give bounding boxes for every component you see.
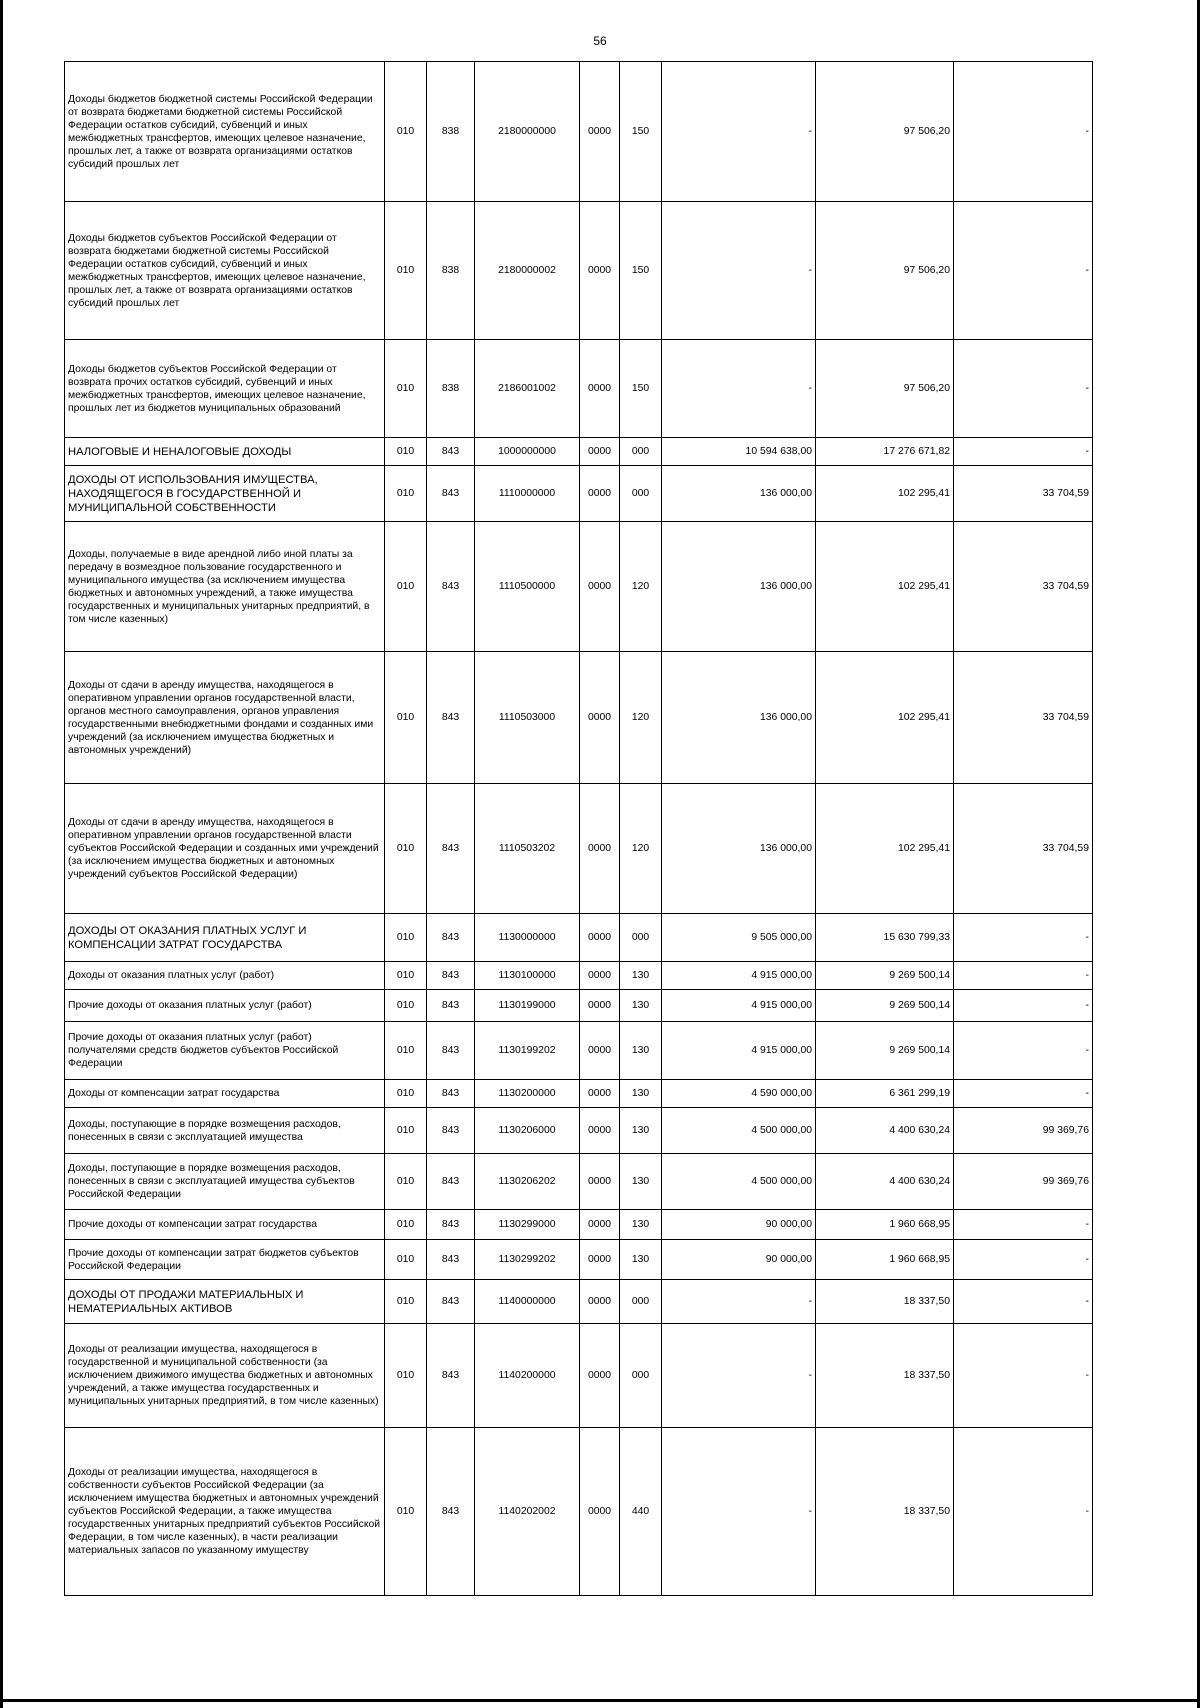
actual-amount-cell: 102 295,41 bbox=[816, 466, 954, 522]
revenue-name-cell: ДОХОДЫ ОТ ПРОДАЖИ МАТЕРИАЛЬНЫХ И НЕМАТЕРИАЛЬНЫХ АКТИВОВ bbox=[65, 1280, 385, 1324]
code-program-cell: 0000 bbox=[580, 1428, 620, 1596]
page-number: 56 bbox=[593, 34, 607, 48]
code-admin-cell: 838 bbox=[427, 62, 475, 202]
actual-amount-cell: 4 400 630,24 bbox=[816, 1154, 954, 1210]
code-kbk-cell: 1130206000 bbox=[475, 1108, 580, 1154]
plan-amount-cell: 136 000,00 bbox=[662, 652, 816, 784]
table-row bbox=[65, 466, 1093, 522]
code-program-cell: 0000 bbox=[580, 652, 620, 784]
code-program-cell: 0000 bbox=[580, 1154, 620, 1210]
plan-amount-cell: - bbox=[662, 202, 816, 340]
code-admin-cell: 843 bbox=[427, 1240, 475, 1280]
table-row bbox=[65, 784, 1093, 914]
table-row bbox=[65, 522, 1093, 652]
table-row bbox=[65, 62, 1093, 202]
plan-amount-cell: 4 500 000,00 bbox=[662, 1108, 816, 1154]
plan-amount-cell: 4 500 000,00 bbox=[662, 1154, 816, 1210]
code-type-cell: 150 bbox=[620, 62, 662, 202]
unexecuted-amount-cell: 99 369,76 bbox=[954, 1108, 1093, 1154]
code-program-cell: 0000 bbox=[580, 522, 620, 652]
revenue-name-cell: ДОХОДЫ ОТ ОКАЗАНИЯ ПЛАТНЫХ УСЛУГ И КОМПЕНСАЦИИ ЗАТРАТ ГОСУДАРСТВА bbox=[65, 914, 385, 962]
code-type-cell: 130 bbox=[620, 1240, 662, 1280]
unexecuted-amount-cell: - bbox=[954, 1210, 1093, 1240]
code-type-cell: 440 bbox=[620, 1428, 662, 1596]
unexecuted-amount-cell: - bbox=[954, 914, 1093, 962]
unexecuted-amount-cell: 33 704,59 bbox=[954, 652, 1093, 784]
code-section-cell: 010 bbox=[385, 438, 427, 466]
code-type-cell: 130 bbox=[620, 1022, 662, 1080]
unexecuted-amount-cell: - bbox=[954, 1080, 1093, 1108]
actual-amount-cell: 97 506,20 bbox=[816, 340, 954, 438]
code-section-cell: 010 bbox=[385, 1154, 427, 1210]
revenue-name-cell: Доходы бюджетов субъектов Российской Федерации от возврата прочих остатков субсидий, субвенций и иных межбюджетных трансфертов, имеющих целевое назначение, прошлых лет из бюджетов муниципальных образований bbox=[65, 340, 385, 438]
revenue-name-cell: Доходы бюджетов бюджетной системы Российской Федерации от возврата бюджетами бюджетной системы Российской Федерации остатков субсидий, субвенций и иных межбюджетных трансфертов, имеющих целевое назначение, прошлых лет, а также от возврата организациями остатков субсидий прошлых лет bbox=[65, 62, 385, 202]
code-kbk-cell: 2180000002 bbox=[475, 202, 580, 340]
code-program-cell: 0000 bbox=[580, 466, 620, 522]
code-type-cell: 150 bbox=[620, 202, 662, 340]
code-admin-cell: 843 bbox=[427, 1428, 475, 1596]
actual-amount-cell: 1 960 668,95 bbox=[816, 1210, 954, 1240]
plan-amount-cell: 10 594 638,00 bbox=[662, 438, 816, 466]
table-row bbox=[65, 652, 1093, 784]
unexecuted-amount-cell: - bbox=[954, 1240, 1093, 1280]
code-type-cell: 120 bbox=[620, 784, 662, 914]
scan-bottom-border bbox=[0, 1699, 1200, 1702]
plan-amount-cell: 90 000,00 bbox=[662, 1240, 816, 1280]
code-section-cell: 010 bbox=[385, 1022, 427, 1080]
code-kbk-cell: 1130200000 bbox=[475, 1080, 580, 1108]
code-type-cell: 120 bbox=[620, 522, 662, 652]
code-section-cell: 010 bbox=[385, 1108, 427, 1154]
table-row bbox=[65, 202, 1093, 340]
plan-amount-cell: 4 915 000,00 bbox=[662, 990, 816, 1022]
code-type-cell: 000 bbox=[620, 466, 662, 522]
code-admin-cell: 843 bbox=[427, 1080, 475, 1108]
unexecuted-amount-cell: - bbox=[954, 1324, 1093, 1428]
code-program-cell: 0000 bbox=[580, 438, 620, 466]
code-type-cell: 130 bbox=[620, 1210, 662, 1240]
plan-amount-cell: - bbox=[662, 1428, 816, 1596]
revenue-name-cell: Доходы от реализации имущества, находящегося в собственности субъектов Российской Федерации (за исключением имущества бюджетных и автономных учреждений субъектов Российской Федерации, а также имущества государственных унитарных предприятий субъектов Российской Федерации, в том числе казенных), в части реализации материальных запасов по указанному имуществу bbox=[65, 1428, 385, 1596]
plan-amount-cell: 4 915 000,00 bbox=[662, 962, 816, 990]
code-program-cell: 0000 bbox=[580, 1080, 620, 1108]
code-admin-cell: 843 bbox=[427, 784, 475, 914]
code-program-cell: 0000 bbox=[580, 914, 620, 962]
code-kbk-cell: 1110500000 bbox=[475, 522, 580, 652]
code-kbk-cell: 1140000000 bbox=[475, 1280, 580, 1324]
table-row bbox=[65, 990, 1093, 1022]
table-body bbox=[65, 62, 1093, 1596]
revenue-name-cell: Доходы от оказания платных услуг (работ) bbox=[65, 962, 385, 990]
actual-amount-cell: 9 269 500,14 bbox=[816, 962, 954, 990]
plan-amount-cell: 4 590 000,00 bbox=[662, 1080, 816, 1108]
revenue-name-cell: Доходы, поступающие в порядке возмещения расходов, понесенных в связи с эксплуатацией имущества субъектов Российской Федерации bbox=[65, 1154, 385, 1210]
revenue-name-cell: Доходы, получаемые в виде арендной либо иной платы за передачу в возмездное пользование государственного и муниципального имущества (за исключением имущества бюджетных и автономных учреждений, а также имущества государственных и муниципальных унитарных предприятий, в том числе казенных) bbox=[65, 522, 385, 652]
code-kbk-cell: 1130206202 bbox=[475, 1154, 580, 1210]
code-admin-cell: 843 bbox=[427, 962, 475, 990]
code-program-cell: 0000 bbox=[580, 962, 620, 990]
code-program-cell: 0000 bbox=[580, 1108, 620, 1154]
actual-amount-cell: 102 295,41 bbox=[816, 522, 954, 652]
code-admin-cell: 843 bbox=[427, 1280, 475, 1324]
code-type-cell: 000 bbox=[620, 1280, 662, 1324]
code-section-cell: 010 bbox=[385, 202, 427, 340]
code-kbk-cell: 1130199000 bbox=[475, 990, 580, 1022]
revenue-name-cell: НАЛОГОВЫЕ И НЕНАЛОГОВЫЕ ДОХОДЫ bbox=[65, 438, 385, 466]
code-admin-cell: 843 bbox=[427, 466, 475, 522]
unexecuted-amount-cell: - bbox=[954, 1428, 1093, 1596]
unexecuted-amount-cell: - bbox=[954, 202, 1093, 340]
actual-amount-cell: 18 337,50 bbox=[816, 1280, 954, 1324]
code-kbk-cell: 1140200000 bbox=[475, 1324, 580, 1428]
unexecuted-amount-cell: - bbox=[954, 990, 1093, 1022]
actual-amount-cell: 17 276 671,82 bbox=[816, 438, 954, 466]
actual-amount-cell: 18 337,50 bbox=[816, 1324, 954, 1428]
code-section-cell: 010 bbox=[385, 1324, 427, 1428]
actual-amount-cell: 6 361 299,19 bbox=[816, 1080, 954, 1108]
unexecuted-amount-cell: - bbox=[954, 340, 1093, 438]
revenue-name-cell: Доходы от реализации имущества, находящегося в государственной и муниципальной собственности (за исключением движимого имущества бюджетных и автономных учреждений, а также имущества государственных и муниципальных унитарных предприятий, в том числе казенных) bbox=[65, 1324, 385, 1428]
code-kbk-cell: 1130299000 bbox=[475, 1210, 580, 1240]
code-program-cell: 0000 bbox=[580, 1240, 620, 1280]
unexecuted-amount-cell: 33 704,59 bbox=[954, 784, 1093, 914]
unexecuted-amount-cell: 99 369,76 bbox=[954, 1154, 1093, 1210]
revenue-name-cell: Прочие доходы от оказания платных услуг (работ) bbox=[65, 990, 385, 1022]
plan-amount-cell: 90 000,00 bbox=[662, 1210, 816, 1240]
code-type-cell: 130 bbox=[620, 962, 662, 990]
code-program-cell: 0000 bbox=[580, 340, 620, 438]
code-type-cell: 000 bbox=[620, 438, 662, 466]
table-row bbox=[65, 1240, 1093, 1280]
plan-amount-cell: - bbox=[662, 1280, 816, 1324]
code-section-cell: 010 bbox=[385, 962, 427, 990]
code-section-cell: 010 bbox=[385, 340, 427, 438]
table-row bbox=[65, 962, 1093, 990]
revenue-name-cell: Прочие доходы от оказания платных услуг (работ) получателями средств бюджетов субъектов Российской Федерации bbox=[65, 1022, 385, 1080]
code-kbk-cell: 1130199202 bbox=[475, 1022, 580, 1080]
revenue-name-cell: Прочие доходы от компенсации затрат бюджетов субъектов Российской Федерации bbox=[65, 1240, 385, 1280]
unexecuted-amount-cell: - bbox=[954, 438, 1093, 466]
actual-amount-cell: 97 506,20 bbox=[816, 202, 954, 340]
code-type-cell: 130 bbox=[620, 990, 662, 1022]
actual-amount-cell: 15 630 799,33 bbox=[816, 914, 954, 962]
code-admin-cell: 843 bbox=[427, 1108, 475, 1154]
table-row bbox=[65, 1154, 1093, 1210]
plan-amount-cell: 4 915 000,00 bbox=[662, 1022, 816, 1080]
unexecuted-amount-cell: - bbox=[954, 1280, 1093, 1324]
code-admin-cell: 843 bbox=[427, 522, 475, 652]
code-type-cell: 130 bbox=[620, 1154, 662, 1210]
code-admin-cell: 843 bbox=[427, 1324, 475, 1428]
table-row bbox=[65, 1108, 1093, 1154]
code-kbk-cell: 1110503000 bbox=[475, 652, 580, 784]
code-program-cell: 0000 bbox=[580, 62, 620, 202]
actual-amount-cell: 18 337,50 bbox=[816, 1428, 954, 1596]
revenue-name-cell: Прочие доходы от компенсации затрат государства bbox=[65, 1210, 385, 1240]
code-admin-cell: 843 bbox=[427, 1022, 475, 1080]
actual-amount-cell: 1 960 668,95 bbox=[816, 1240, 954, 1280]
code-section-cell: 010 bbox=[385, 522, 427, 652]
unexecuted-amount-cell: - bbox=[954, 962, 1093, 990]
code-section-cell: 010 bbox=[385, 652, 427, 784]
code-type-cell: 120 bbox=[620, 652, 662, 784]
code-section-cell: 010 bbox=[385, 784, 427, 914]
code-kbk-cell: 2180000000 bbox=[475, 62, 580, 202]
code-program-cell: 0000 bbox=[580, 202, 620, 340]
code-kbk-cell: 1000000000 bbox=[475, 438, 580, 466]
code-section-cell: 010 bbox=[385, 990, 427, 1022]
code-kbk-cell: 1130299202 bbox=[475, 1240, 580, 1280]
code-program-cell: 0000 bbox=[580, 1022, 620, 1080]
code-type-cell: 000 bbox=[620, 914, 662, 962]
code-admin-cell: 843 bbox=[427, 438, 475, 466]
code-type-cell: 150 bbox=[620, 340, 662, 438]
table-row bbox=[65, 438, 1093, 466]
unexecuted-amount-cell: - bbox=[954, 1022, 1093, 1080]
code-section-cell: 010 bbox=[385, 1280, 427, 1324]
table-row bbox=[65, 1080, 1093, 1108]
revenue-name-cell: Доходы от сдачи в аренду имущества, находящегося в оперативном управлении органов государственной власти, органов местного самоуправления, органов управления государственными внебюджетными фондами и созданных ими учреждений (за исключением имущества бюджетных и автономных учреждений) bbox=[65, 652, 385, 784]
code-program-cell: 0000 bbox=[580, 1210, 620, 1240]
table-row bbox=[65, 1324, 1093, 1428]
code-program-cell: 0000 bbox=[580, 1280, 620, 1324]
revenue-name-cell: Доходы, поступающие в порядке возмещения расходов, понесенных в связи с эксплуатацией имущества bbox=[65, 1108, 385, 1154]
code-program-cell: 0000 bbox=[580, 784, 620, 914]
scan-left-border bbox=[0, 0, 3, 1708]
plan-amount-cell: 136 000,00 bbox=[662, 466, 816, 522]
unexecuted-amount-cell: - bbox=[954, 62, 1093, 202]
table-row bbox=[65, 340, 1093, 438]
actual-amount-cell: 9 269 500,14 bbox=[816, 990, 954, 1022]
plan-amount-cell: - bbox=[662, 340, 816, 438]
code-section-cell: 010 bbox=[385, 1240, 427, 1280]
revenue-name-cell: Доходы от компенсации затрат государства bbox=[65, 1080, 385, 1108]
code-section-cell: 010 bbox=[385, 1210, 427, 1240]
table-row bbox=[65, 914, 1093, 962]
code-section-cell: 010 bbox=[385, 1080, 427, 1108]
revenue-name-cell: ДОХОДЫ ОТ ИСПОЛЬЗОВАНИЯ ИМУЩЕСТВА, НАХОДЯЩЕГОСЯ В ГОСУДАРСТВЕННОЙ И МУНИЦИПАЛЬНОЙ СОБСТВЕННОСТИ bbox=[65, 466, 385, 522]
code-kbk-cell: 1110000000 bbox=[475, 466, 580, 522]
plan-amount-cell: 9 505 000,00 bbox=[662, 914, 816, 962]
actual-amount-cell: 97 506,20 bbox=[816, 62, 954, 202]
table-row bbox=[65, 1022, 1093, 1080]
revenue-table bbox=[64, 61, 1093, 1596]
code-admin-cell: 843 bbox=[427, 990, 475, 1022]
code-admin-cell: 838 bbox=[427, 340, 475, 438]
code-admin-cell: 843 bbox=[427, 914, 475, 962]
code-section-cell: 010 bbox=[385, 62, 427, 202]
code-type-cell: 000 bbox=[620, 1324, 662, 1428]
code-section-cell: 010 bbox=[385, 914, 427, 962]
unexecuted-amount-cell: 33 704,59 bbox=[954, 466, 1093, 522]
code-section-cell: 010 bbox=[385, 1428, 427, 1596]
code-type-cell: 130 bbox=[620, 1108, 662, 1154]
code-admin-cell: 843 bbox=[427, 652, 475, 784]
code-admin-cell: 838 bbox=[427, 202, 475, 340]
actual-amount-cell: 4 400 630,24 bbox=[816, 1108, 954, 1154]
plan-amount-cell: - bbox=[662, 1324, 816, 1428]
unexecuted-amount-cell: 33 704,59 bbox=[954, 522, 1093, 652]
plan-amount-cell: 136 000,00 bbox=[662, 784, 816, 914]
code-kbk-cell: 1110503202 bbox=[475, 784, 580, 914]
actual-amount-cell: 9 269 500,14 bbox=[816, 1022, 954, 1080]
plan-amount-cell: 136 000,00 bbox=[662, 522, 816, 652]
code-kbk-cell: 1130000000 bbox=[475, 914, 580, 962]
revenue-name-cell: Доходы от сдачи в аренду имущества, находящегося в оперативном управлении органов государственной власти субъектов Российской Федерации и созданных ими учреждений (за исключением имущества бюджетных и автономных учреждений субъектов Российской Федерации) bbox=[65, 784, 385, 914]
code-section-cell: 010 bbox=[385, 466, 427, 522]
code-kbk-cell: 1140202002 bbox=[475, 1428, 580, 1596]
code-admin-cell: 843 bbox=[427, 1154, 475, 1210]
code-program-cell: 0000 bbox=[580, 1324, 620, 1428]
actual-amount-cell: 102 295,41 bbox=[816, 784, 954, 914]
plan-amount-cell: - bbox=[662, 62, 816, 202]
code-kbk-cell: 1130100000 bbox=[475, 962, 580, 990]
code-program-cell: 0000 bbox=[580, 990, 620, 1022]
table-row bbox=[65, 1428, 1093, 1596]
code-kbk-cell: 2186001002 bbox=[475, 340, 580, 438]
code-admin-cell: 843 bbox=[427, 1210, 475, 1240]
revenue-name-cell: Доходы бюджетов субъектов Российской Федерации от возврата бюджетами бюджетной системы Российской Федерации остатков субсидий, субвенций и иных межбюджетных трансфертов, имеющих целевое назначение, прошлых лет, а также от возврата организациями остатков субсидий прошлых лет bbox=[65, 202, 385, 340]
code-type-cell: 130 bbox=[620, 1080, 662, 1108]
table-row bbox=[65, 1280, 1093, 1324]
table-row bbox=[65, 1210, 1093, 1240]
actual-amount-cell: 102 295,41 bbox=[816, 652, 954, 784]
